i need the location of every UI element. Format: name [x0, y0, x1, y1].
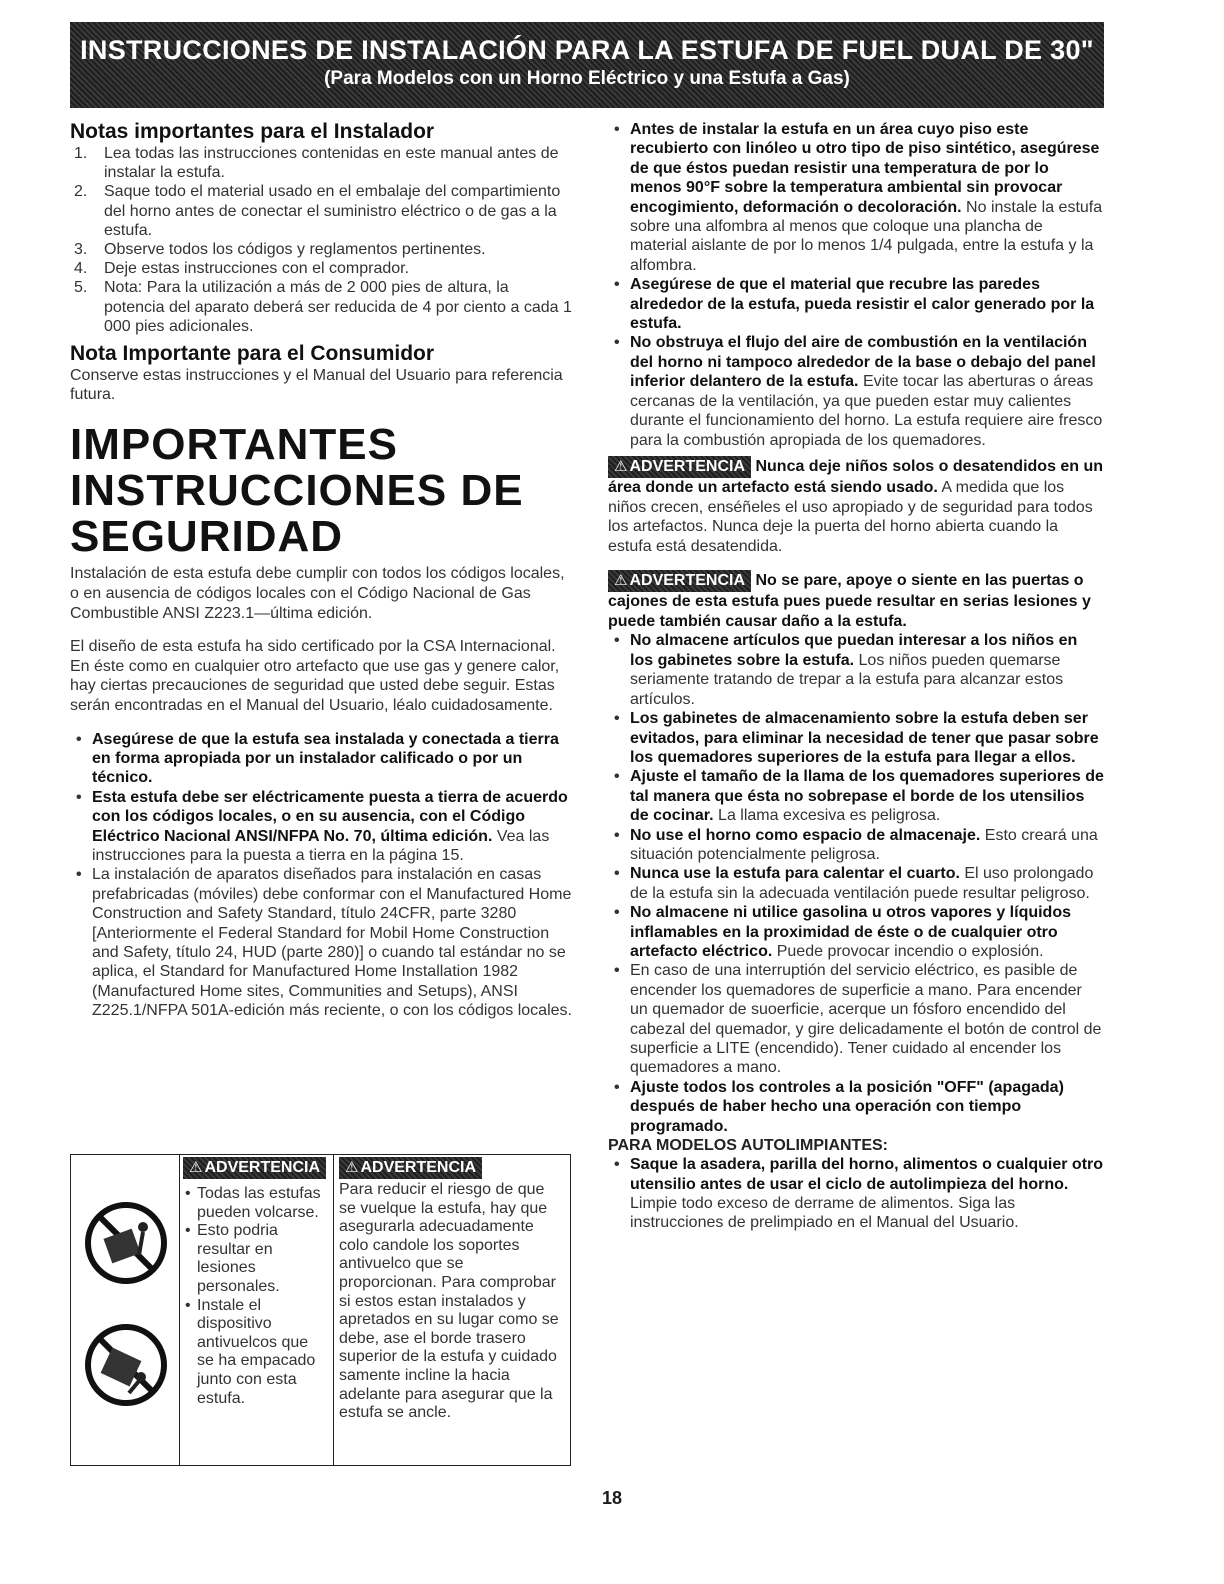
consumer-heading: Nota Importante para el Consumidor [70, 342, 435, 366]
warning-triangle-icon: ⚠ [345, 1159, 359, 1176]
list-item: • No use el horno como espacio de almacenaje. Esto creará una situación potencialmente peligrosa. [608, 826, 1104, 865]
installer-list [70, 144, 572, 336]
list-item: 3. Observe todos los códigos y reglamentos pertinentes. [74, 241, 486, 259]
anti-tip-list [185, 1185, 329, 1408]
warning-badge: ⚠ ADVERTENCIA [608, 570, 751, 592]
self-clean-bullets [608, 1155, 1104, 1233]
safety-title [70, 422, 572, 560]
safety-paragraph: El diseño de esta estufa ha sido certificado por la CSA Internacional. En éste como en cualquier otro artefacto que use gas y genere calor, hay ciertas precauciones de seguridad que usted debe seguir. Estas serán encontradas en el Manual del Usuario, léalo cuidadosamente. [70, 638, 560, 714]
list-item: • En caso de una interruptión del servicio eléctrico, es pasible de encender los quemadores de superficie a mano. Para encender un quemador de suoerficie, acerque un fósforo encendido del cabezal del quemador, y gire delicadamente el botón de control de superficie a LITE (encendido). Tener cuidado al encender los quemadores a mano. [608, 961, 1104, 1077]
banner-title: INSTRUCCIONES DE INSTALACIÓN PARA LA ESTUFA DE FUEL DUAL DE 30" [80, 35, 1094, 65]
warning-badge: ⚠ ADVERTENCIA [608, 456, 751, 478]
list-item: • Todas las estufas pueden volcarse. [185, 1185, 329, 1222]
list-item: • No obstruya el flujo del aire de combustión en la ventilación del horno ni tampoco alrededor de la base o debajo del panel inferior delantero de la estufa. Evite tocar las aberturas o áreas cercanas de la ventilación, ya que pueden estar muy calientes durante el funcionamiento del horno. La estufa requiere aire fresco para la combustión apropiada de los quemadores. [608, 333, 1104, 449]
warning-triangle-icon: ⚠ [614, 572, 628, 590]
list-item: • Antes de instalar la estufa en un área cuyo piso este recubierto con linóleo u otro tipo de piso sintético, asegúrese de que éstos puedan resistir una temperatura de por lo menos 90°F sobre la temperatura ambiental sin provocar encogimiento, deformación o decoloración. No instale la estufa sobre una alfombra al menos que coloque una plancha de material aislante de por lo menos 1/4 pulgada, entre la estufa y la alfombra. [608, 120, 1104, 275]
anti-tip-warning-box [70, 1154, 571, 1466]
list-item: • La instalación de aparatos diseñados para instalación en casas prefabricadas (móviles) debe conformar con el Manufactured Home Construction and Safety Standard, título 24CFR, parte 3280 [Anteriormente el Federal Standard for Mobil Home Construction and Safety, título 24, HUD (parte 280)] o cuando tal estándar no se aplica, el Standard for Manufactured Home Installation 1982 (Manufactured Home sites, Communities and Setups), ANSI Z225.1/NFPA 501A-edición más reciente, o con los códigos locales. [70, 865, 572, 1020]
warning-triangle-icon: ⚠ [614, 457, 628, 475]
header-banner [70, 22, 1104, 108]
safety-title-line: SEGURIDAD [70, 512, 344, 562]
safety-title-line: IMPORTANTES [70, 420, 398, 470]
list-item: • Esto podria resultar en lesiones personales. [185, 1222, 329, 1296]
list-item: • Los gabinetes de almacenamiento sobre la estufa deben ser evitados, para eliminar la necesidad de tener que pasar sobre los quemadores superiores de la estufa para llegar a ellos. [608, 709, 1104, 767]
door-warning: ⚠ ADVERTENCIA No se pare, apoye o siente en las puertas o cajones de esta estufa pues puede resultar en serias lesiones y puede también causar daño a la estufa. [608, 572, 1091, 630]
warning-badge: ⚠ ADVERTENCIA [183, 1157, 326, 1179]
banner-subtitle: (Para Modelos con un Horno Eléctrico y una Estufa a Gas) [324, 68, 850, 89]
list-item: • Saque la asadera, parilla del horno, alimentos o cualquier otro utensilio antes de usar el ciclo de autolimpieza del horno. Limpie todo exceso de derrame de alimentos. Siga las instrucciones de prelimpiado en el Manual del Usuario. [608, 1155, 1104, 1233]
safety-bullets-right-2 [608, 631, 1104, 1136]
safety-bullets-right [608, 120, 1104, 450]
installer-heading: Notas importantes para el Instalador [70, 120, 435, 143]
warning-badge: ⚠ ADVERTENCIA [339, 1157, 482, 1179]
page-number: 18 [601, 1488, 623, 1508]
list-item: • Nunca use la estufa para calentar el cuarto. El uso prolongado de la estufa sin la adecuada ventilación puede resultar peligroso. [608, 864, 1104, 903]
list-item: • Esta estufa debe ser eléctricamente puesta a tierra de acuerdo con los códigos locales, o en su ausencia, con el Código Eléctrico Nacional ANSI/NFPA No. 70, última edición. Vea las instrucciones para la puesta a tierra en la página 15. [70, 788, 572, 866]
list-item: • Ajuste todos los controles a la posición "OFF" (apagada) después de haber hecho una operación con tiempo programado. [608, 1078, 1104, 1136]
safety-bullets [70, 730, 572, 1021]
self-clean-heading: PARA MODELOS AUTOLIMPIANTES: [608, 1137, 888, 1155]
right-column [608, 120, 1104, 1233]
no-tipping-stove-icon [81, 1193, 171, 1293]
left-column [70, 120, 572, 1021]
list-item: • Asegúrese de que la estufa sea instalada y conectada a tierra en forma apropiada por un instalador calificado o por un técnico. [70, 730, 572, 788]
children-warning: ⚠ ADVERTENCIA Nunca deje niños solos o desatendidos en un área donde un artefacto está siendo usado. A medida que los niños crecen, enséñeles el uso apropiado y de seguridad para todos los artefactos. Nunca deje la puerta del horno abierta cuando la estufa está desatendida. [608, 457, 1104, 555]
safety-title-line: INSTRUCCIONES DE [70, 466, 524, 516]
no-child-climbing-icon [81, 1315, 171, 1415]
list-item: • No almacene ni utilice gasolina u otros vapores y líquidos inflamables en la proximidad de éste o de cualquier otro artefacto eléctrico. Puede provocar incendio o explosión. [608, 903, 1104, 961]
list-item: 1. Lea todas las instrucciones contenidas en este manual antes de instalar la estufa. [74, 145, 559, 182]
safety-paragraph: Instalación de esta estufa debe cumplir con todos los códigos locales, o en ausencia de códigos locales con el Código Nacional de Gas Combustible ANSI Z223.1—última edición. [70, 565, 565, 622]
list-item: • Asegúrese de que el material que recubre las paredes alrededor de la estufa, pueda resistir el calor generado por la estufa. [608, 275, 1104, 333]
warning-triangle-icon: ⚠ [189, 1159, 203, 1176]
list-item: • Ajuste el tamaño de la llama de los quemadores superiores de tal manera que ésta no sobrepase el borde de los utensilios de cocinar. La llama excesiva es peligrosa. [608, 767, 1104, 825]
list-item: 4. Deje estas instrucciones con el comprador. [74, 260, 410, 278]
list-item: • Instale el dispositivo antivuelcos que se ha empacado junto con esta estufa. [185, 1297, 329, 1409]
list-item: 2. Saque todo el material usado en el embalaje del compartimiento del horno antes de conectar el suministro eléctrico o de gas a la estufa. [74, 183, 561, 239]
anti-tip-instructions: Para reducir el riesgo de que se vuelque la estufa, hay que asegurarla adecuadamente colo candole los soportes antivuelco que se proporcionan. Para comprobar si estos estan instalados y apretados en su lugar como se debe, ase el borde trasero superior de la estufa y cuidado samente incline la hacia adelante para asegurar que la estufa se ancle. [339, 1181, 559, 1422]
list-item: • No almacene artículos que puedan interesar a los niños en los gabinetes sobre la estufa. Los niños pueden quemarse seriamente tratando de trepar a la estufa para alcanzar estos artículos. [608, 631, 1104, 709]
list-item: 5. Nota: Para la utilización a más de 2 000 pies de altura, la potencia del aparato deberá ser reducida de 4 por ciento a cada 1 000 pies adicionales. [74, 279, 572, 335]
consumer-text: Conserve estas instrucciones y el Manual del Usuario para referencia futura. [70, 367, 563, 404]
